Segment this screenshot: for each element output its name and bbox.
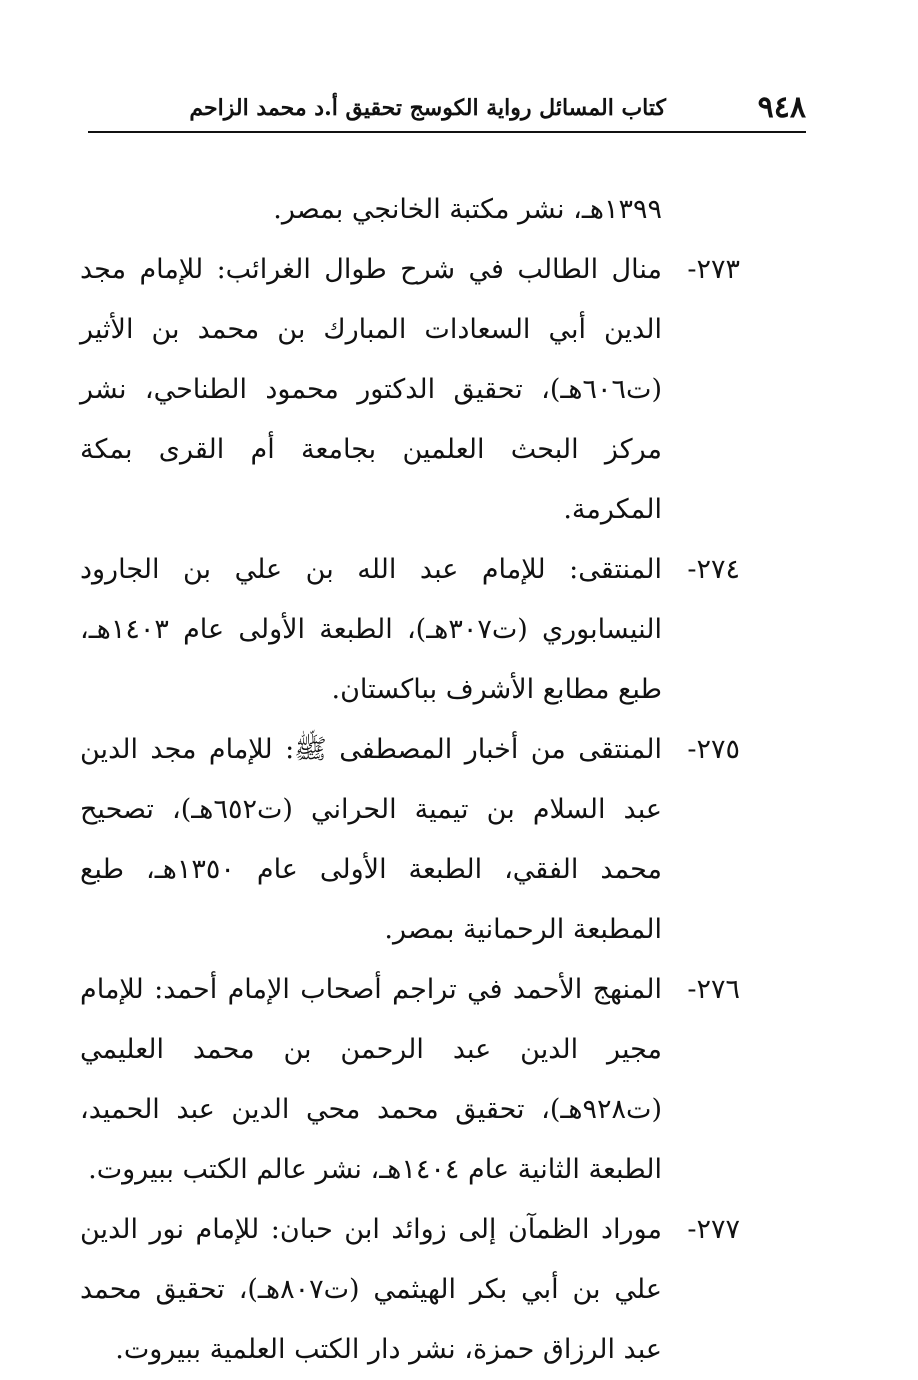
entry-number: ٢٧٥- (687, 734, 740, 765)
entry-number: ٢٧٣- (687, 254, 740, 285)
bibliography-entry (80, 540, 740, 720)
page-header (88, 88, 806, 128)
entry-number: ٢٧٤- (687, 554, 740, 585)
entry-text: المنتقى: للإمام عبد الله بن علي بن الجارود النيسابوري (ت٣٠٧هـ)، الطبعة الأولى عام ١٤٠٣هـ، طبع مطابع الأشرف بباكستان. (80, 554, 662, 705)
entry-number: ٢٧٦- (687, 974, 740, 1005)
bibliography-list (80, 180, 740, 1380)
bibliography-entry (80, 960, 740, 1200)
entry-text: المنهج الأحمد في تراجم أصحاب الإمام أحمد: للإمام مجير الدين عبد الرحمن بن محمد العليمي (ت٩٢٨هـ)، تحقيق محمد محي الدين عبد الحميد، الطبعة الثانية عام ١٤٠٤هـ، نشر عالم الكتب ببيروت. (80, 974, 662, 1185)
running-title: كتاب المسائل رواية الكوسج تحقيق أ.د محمد الزاحم (189, 95, 666, 121)
entry-number: ٢٧٧- (687, 1214, 740, 1245)
page-number: ٩٤٨ (757, 90, 806, 125)
bibliography-entry (80, 240, 740, 540)
entry-text: المنتقى من أخبار المصطفى ﷺ: للإمام مجد الدين عبد السلام بن تيمية الحراني (ت٦٥٢هـ)، تصحيح محمد الفقي، الطبعة الأولى عام ١٣٥٠هـ، طبع المطبعة الرحمانية بمصر. (80, 734, 662, 945)
header-rule (88, 131, 806, 133)
bibliography-entry (80, 720, 740, 960)
entry-text: موراد الظمآن إلى زوائد ابن حبان: للإمام نور الدين علي بن أبي بكر الهيثمي (ت٨٠٧هـ)، تحقيق محمد عبد الرزاق حمزة، نشر دار الكتب العلمية ببيروت. (80, 1214, 662, 1365)
entry-text: منال الطالب في شرح طوال الغرائب: للإمام مجد الدين أبي السعادات المبارك بن محمد بن الأثير (ت٦٠٦هـ)، تحقيق الدكتور محمود الطناحي، نشر مركز البحث العلمين بجامعة أم القرى بمكة المكرمة. (80, 254, 662, 525)
continuation-line: ١٣٩٩هـ، نشر مكتبة الخانجي بمصر. (273, 194, 662, 225)
bibliography-entry (80, 1200, 740, 1380)
